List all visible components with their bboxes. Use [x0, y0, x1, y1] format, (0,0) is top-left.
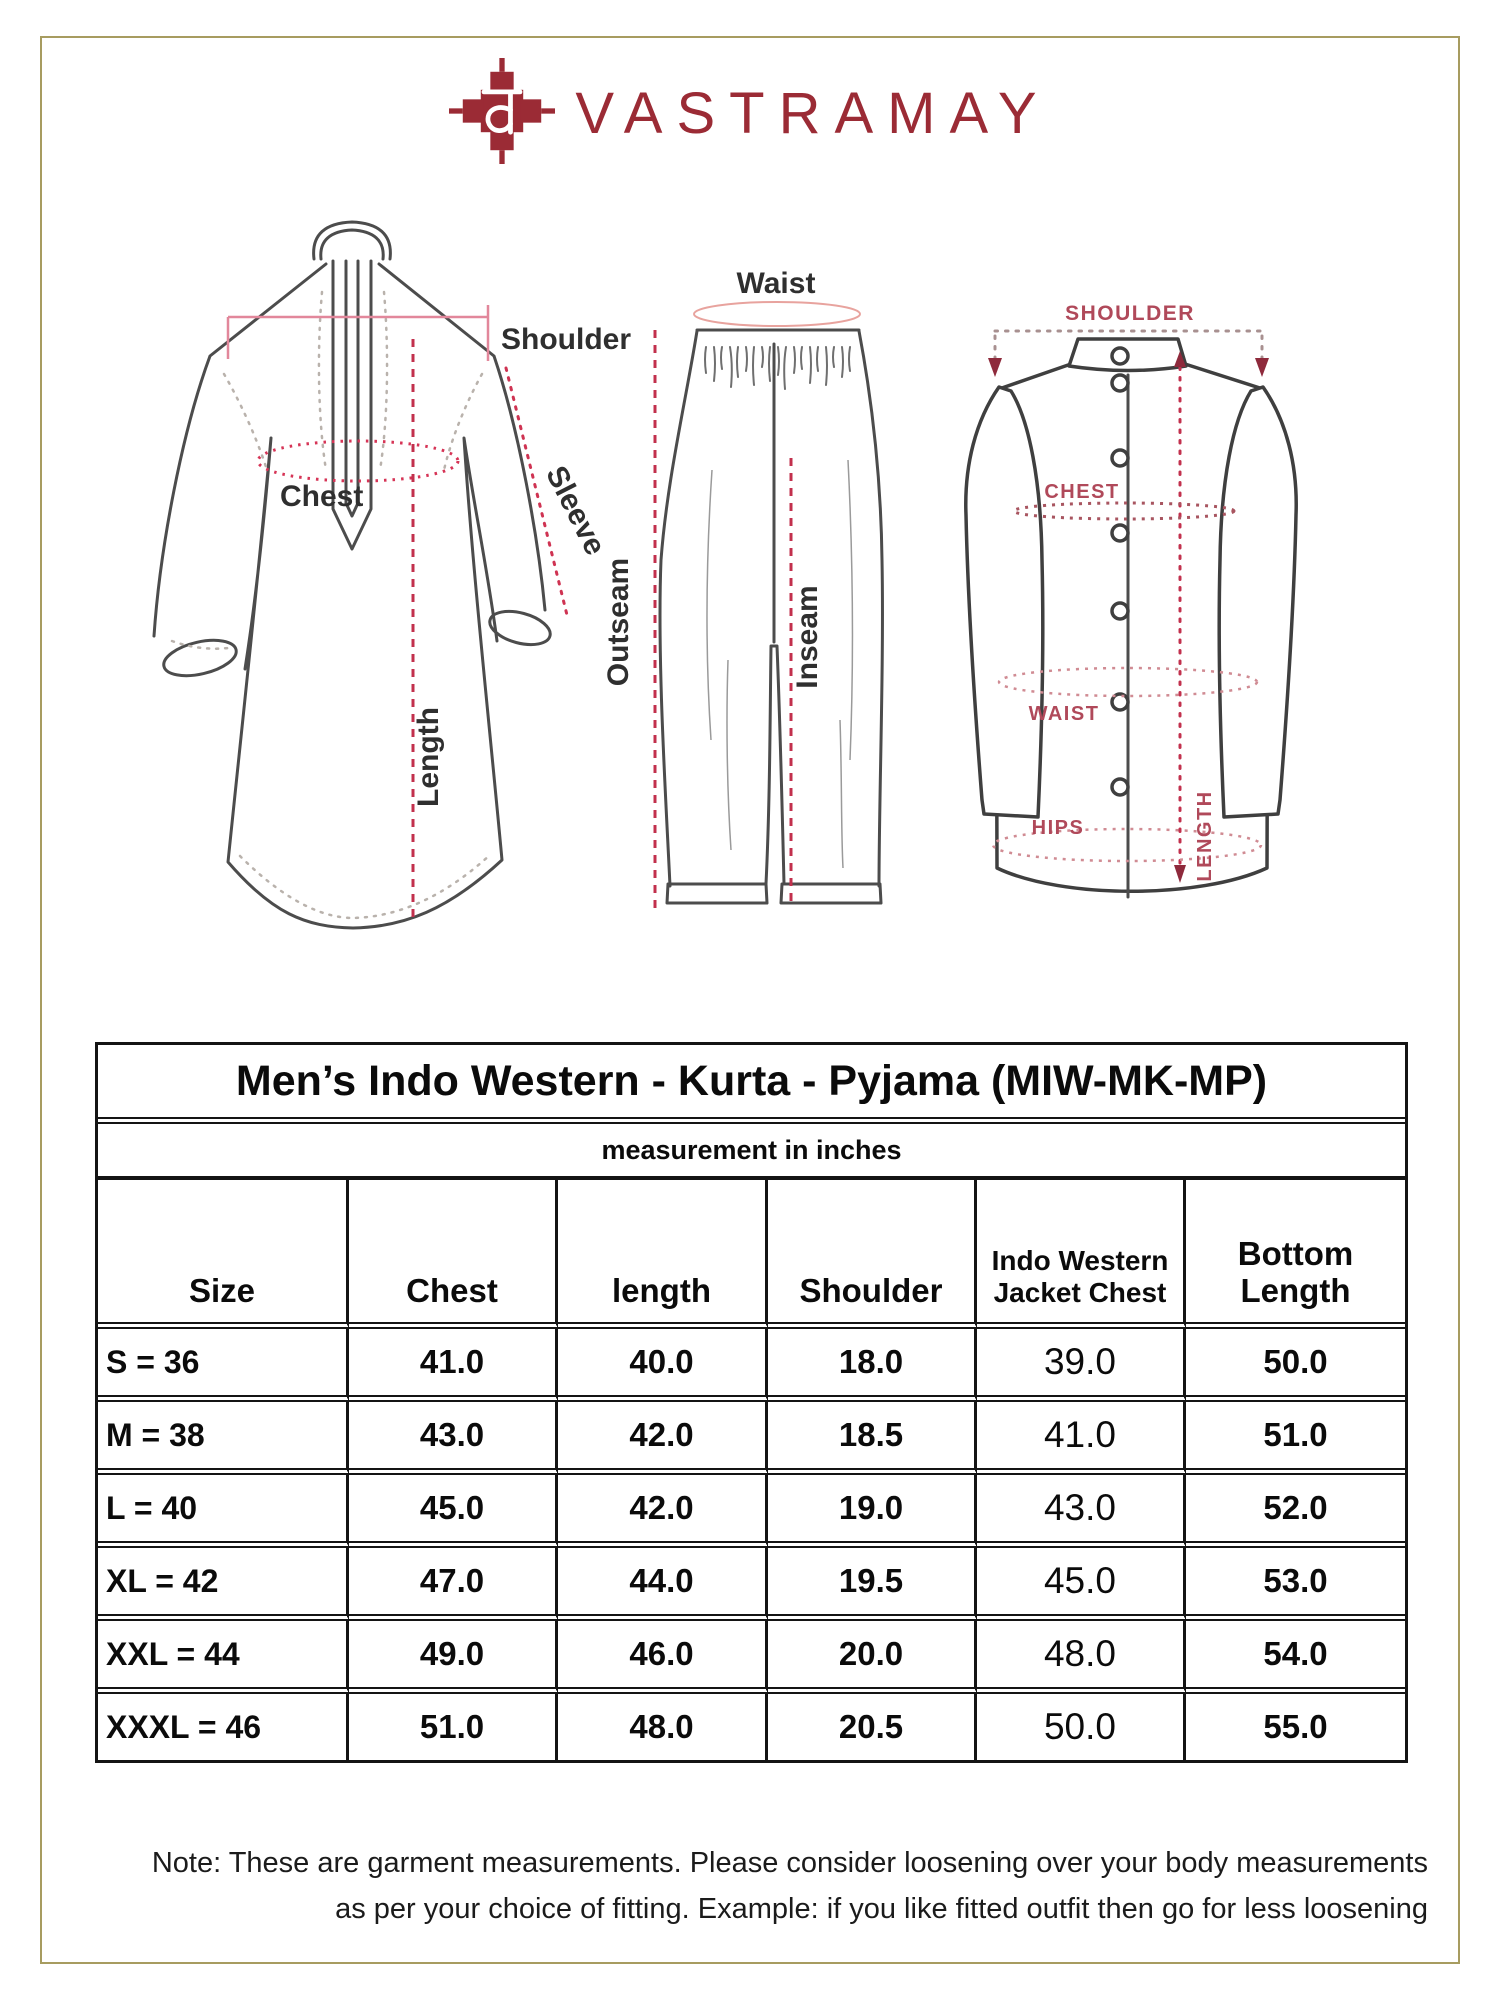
- pyjama-inseam-label: Inseam: [791, 585, 824, 689]
- pyjama-outseam-label: Outseam: [602, 557, 635, 687]
- kurta-shoulder-label: Shoulder: [501, 323, 632, 356]
- size-value: L = 40: [98, 1475, 349, 1548]
- shoulder-value: 19.0: [768, 1475, 977, 1548]
- table-subtitle: measurement in inches: [98, 1124, 1405, 1180]
- length-value: 48.0: [558, 1694, 768, 1760]
- shoulder-value: 20.0: [768, 1621, 977, 1694]
- table-row: [98, 1329, 1405, 1402]
- shoulder-value: 18.0: [768, 1329, 977, 1402]
- chest-value: 51.0: [349, 1694, 558, 1760]
- table-row: [98, 1124, 1405, 1180]
- length-value: 42.0: [558, 1402, 768, 1475]
- measurement-diagrams: [40, 180, 1460, 1040]
- chest-value: 43.0: [349, 1402, 558, 1475]
- jacket-chest-value: 45.0: [977, 1548, 1186, 1621]
- jacket-shoulder-label: SHOULDER: [1065, 302, 1195, 325]
- bottom-length-value: 55.0: [1263, 1708, 1328, 1745]
- shoulder-value: 18.5: [768, 1402, 977, 1475]
- kurta-sleeve-label: Sleeve: [539, 460, 612, 561]
- col-header-chest: Chest: [349, 1180, 558, 1329]
- brand-logo: [0, 58, 1500, 164]
- bottom-length-value: 53.0: [1186, 1548, 1405, 1621]
- table-row: [98, 1548, 1405, 1621]
- pyjama-waist-label: Waist: [736, 267, 816, 300]
- length-value: 44.0: [558, 1548, 768, 1621]
- size-value: XXL = 44: [98, 1621, 349, 1694]
- kurta-outline: [154, 264, 326, 636]
- table-row: [98, 1475, 1405, 1548]
- col-header-bottom-length: Bottom Length: [1186, 1180, 1405, 1329]
- pyjama-left-cuff: [667, 884, 767, 903]
- bottom-length-value: 52.0: [1186, 1475, 1405, 1548]
- length-value: 40.0: [558, 1329, 768, 1402]
- brand-logo-icon: [449, 58, 555, 164]
- kurta-diagram: [154, 222, 631, 928]
- size-value: XXXL = 46: [98, 1694, 349, 1760]
- jacket-diagram: [966, 302, 1296, 897]
- pyjama-diagram: [602, 267, 882, 912]
- pyjama-drawstring-gathers: [705, 347, 850, 389]
- jacket-chest-value: 41.0: [977, 1402, 1186, 1475]
- jacket-length-label: LENGTH: [1194, 790, 1216, 882]
- table-row: [98, 1402, 1405, 1475]
- size-value: M = 38: [98, 1402, 349, 1475]
- jacket-chest-value: 39.0: [977, 1329, 1186, 1402]
- col-header-length: length: [558, 1180, 768, 1329]
- jacket-left-sleeve: [966, 387, 1043, 817]
- bottom-length-value: 54.0: [1186, 1621, 1405, 1694]
- chest-value: 45.0: [349, 1475, 558, 1548]
- note-line-1: Note: These are garment measurements. Please consider loosening over your body measurements: [151, 1847, 1428, 1879]
- chest-value: 41.0: [349, 1329, 558, 1402]
- note-line-2: as per your choice of fitting. Example: if you like fitted outfit then go for less loosening: [335, 1893, 1428, 1925]
- chest-value: 49.0: [349, 1621, 558, 1694]
- table-row: [98, 1621, 1405, 1694]
- jacket-chest-label: CHEST: [1044, 481, 1120, 503]
- col-header-jacket-chest: Indo Western Jacket Chest: [977, 1180, 1186, 1329]
- col-header-size: Size: [98, 1180, 349, 1329]
- jacket-chest-value: 43.0: [977, 1475, 1186, 1548]
- pyjama-right-cuff: [781, 884, 881, 903]
- jacket-hips-label: HIPS: [1031, 817, 1085, 839]
- jacket-right-sleeve: [1219, 387, 1296, 817]
- length-value: 42.0: [558, 1475, 768, 1548]
- table-row: [98, 1045, 1405, 1124]
- kurta-length-label: Length: [412, 707, 445, 807]
- col-header-shoulder: Shoulder: [768, 1180, 977, 1329]
- kurta-chest-label: Chest: [280, 480, 364, 513]
- table-header-row: [98, 1180, 1405, 1329]
- jacket-chest-value: 48.0: [977, 1621, 1186, 1694]
- jacket-waist-label: WAIST: [1028, 703, 1100, 725]
- pyjama-waist-ellipse: [694, 302, 860, 326]
- chest-value: 47.0: [349, 1548, 558, 1621]
- shoulder-value: 19.5: [768, 1548, 977, 1621]
- size-chart-table: [95, 1042, 1408, 1763]
- length-value: 46.0: [558, 1621, 768, 1694]
- table-row: [98, 1694, 1405, 1760]
- size-value: XL = 42: [98, 1548, 349, 1621]
- shoulder-value: 20.5: [768, 1694, 977, 1760]
- bottom-length-value: 51.0: [1186, 1402, 1405, 1475]
- note-text: [72, 1840, 1428, 1932]
- brand-name: VASTRAMAY: [575, 81, 1051, 146]
- table-title: Men’s Indo Western - Kurta - Pyjama (MIW-MK-MP): [98, 1045, 1405, 1124]
- bottom-length-value: 50.0: [1186, 1329, 1405, 1402]
- pyjama-outline: [660, 331, 697, 886]
- jacket-chest-value: 50.0: [977, 1694, 1186, 1760]
- size-value: S = 36: [98, 1329, 349, 1402]
